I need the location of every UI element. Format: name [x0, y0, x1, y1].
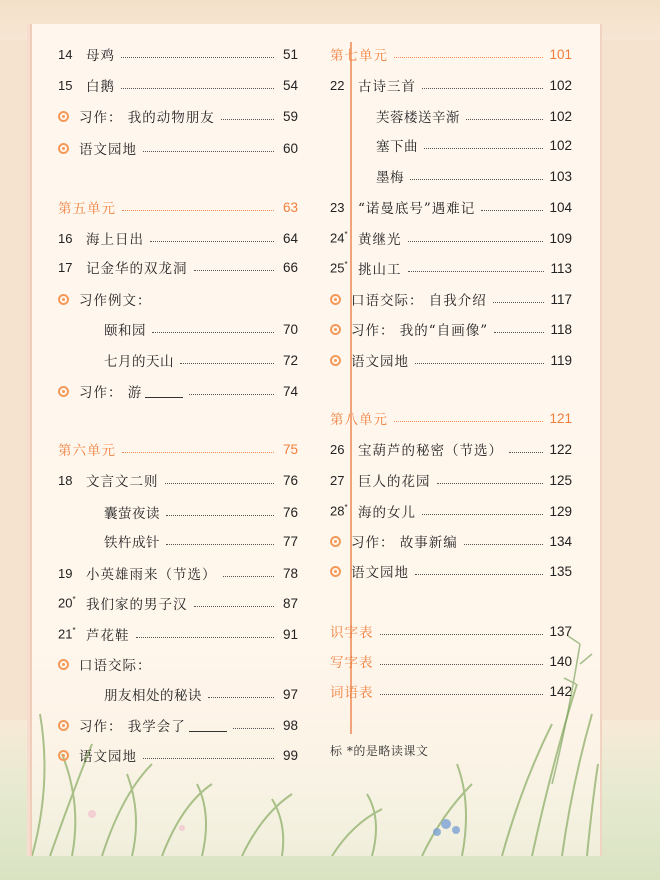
- toc-entry[interactable]: [58, 650, 298, 678]
- target-circle-icon: [58, 750, 69, 761]
- toc-entry[interactable]: [104, 346, 298, 374]
- toc-entry[interactable]: [58, 711, 298, 739]
- toc-entry[interactable]: [330, 71, 572, 99]
- page-number: 102: [549, 108, 572, 124]
- dot-leader: [424, 148, 543, 149]
- toc-entry-title: 古诗三首: [358, 79, 416, 95]
- dot-leader: [437, 483, 544, 484]
- page-number: 76: [282, 504, 298, 520]
- dot-leader: [166, 515, 274, 516]
- page-number: 134: [549, 533, 572, 549]
- dot-leader: [136, 637, 275, 638]
- dot-leader: [415, 574, 543, 575]
- lesson-number: 27: [330, 472, 345, 488]
- dot-leader: [223, 576, 275, 577]
- dot-leader: [143, 758, 274, 759]
- toc-entry[interactable]: [58, 589, 298, 617]
- toc-entry-title: 黄继光: [358, 232, 402, 248]
- toc-entry-title: 语文园地: [351, 354, 409, 370]
- dot-leader: [408, 241, 544, 242]
- toc-entry[interactable]: [330, 557, 572, 585]
- toc-entry[interactable]: [330, 285, 572, 313]
- page-number: 121: [549, 410, 572, 426]
- toc-entry-title: 巨人的花园: [358, 474, 431, 490]
- dot-leader: [394, 57, 543, 58]
- page-number: 109: [549, 230, 572, 246]
- target-circle-icon: [58, 386, 69, 397]
- dot-leader: [408, 271, 545, 272]
- lesson-number: 14: [58, 46, 73, 62]
- lesson-number: 28*: [330, 503, 348, 519]
- dot-leader: [415, 363, 544, 364]
- target-circle-icon: [330, 355, 341, 366]
- toc-page: [32, 24, 600, 856]
- page-number: 103: [549, 168, 572, 184]
- toc-entry[interactable]: [104, 498, 298, 526]
- target-circle-icon: [330, 294, 341, 305]
- toc-entry[interactable]: [58, 102, 298, 130]
- toc-entry-title: 习作： 游: [79, 385, 143, 401]
- toc-entry-title: 习作例文：: [79, 293, 152, 309]
- toc-entry-title: 第八单元: [330, 412, 388, 428]
- dot-leader: [493, 302, 545, 303]
- page-number: 77: [282, 533, 298, 549]
- toc-entry[interactable]: [104, 315, 298, 343]
- fill-in-blank-line: [145, 385, 183, 398]
- dot-leader: [509, 452, 543, 453]
- toc-entry-title: 挑山工: [358, 262, 402, 278]
- dot-leader: [189, 394, 274, 395]
- toc-entry-title: 母鸡: [86, 48, 115, 64]
- page-number: 125: [549, 472, 572, 488]
- toc-entry-title: 词语表: [330, 685, 374, 701]
- toc-entry[interactable]: [330, 315, 572, 343]
- page-number: 101: [549, 46, 572, 62]
- lesson-number: 17: [58, 259, 73, 275]
- dot-leader: [121, 57, 274, 58]
- dot-leader: [464, 544, 544, 545]
- dot-leader: [481, 210, 543, 211]
- toc-entry[interactable]: [58, 224, 298, 252]
- dot-leader: [494, 332, 544, 333]
- toc-entry-title: 七月的天山: [104, 354, 174, 370]
- dot-leader: [410, 179, 543, 180]
- target-circle-icon: [58, 720, 69, 731]
- toc-entry-title: 第七单元: [330, 48, 388, 64]
- page-number: 117: [550, 291, 572, 307]
- toc-entry-title: 语文园地: [79, 749, 137, 765]
- page-number: 104: [549, 199, 572, 215]
- page-number: 135: [549, 563, 572, 579]
- toc-entry[interactable]: [330, 497, 572, 525]
- dot-leader: [194, 270, 275, 271]
- toc-entry-title: 墨梅: [376, 170, 404, 186]
- dot-leader: [180, 363, 274, 364]
- toc-entry-title: 宝葫芦的秘密（节选）: [358, 443, 503, 459]
- toc-entry[interactable]: [58, 285, 298, 313]
- lesson-number: 23: [330, 199, 345, 215]
- page-number: 119: [550, 352, 572, 368]
- page-number: 97: [282, 686, 298, 702]
- toc-entry-title: 我们家的男子汉: [86, 597, 188, 613]
- page-number: 129: [549, 503, 572, 519]
- toc-entry-title: 习作： 我的“自画像”: [351, 323, 489, 339]
- toc-entry[interactable]: [58, 253, 298, 281]
- lesson-number: 18: [58, 472, 73, 488]
- lesson-number: 25*: [330, 260, 348, 276]
- lesson-number: 22: [330, 77, 345, 93]
- target-circle-icon: [330, 536, 341, 547]
- toc-entry[interactable]: [58, 620, 298, 648]
- page-number: 54: [282, 77, 298, 93]
- toc-entry-title: 第六单元: [58, 443, 116, 459]
- toc-entry-title: 小英雄雨来（节选）: [86, 567, 217, 583]
- toc-entry-title: 海的女儿: [358, 505, 416, 521]
- toc-entry-title: 芦花鞋: [86, 628, 130, 644]
- toc-entry-title: 芙蓉楼送辛渐: [376, 110, 460, 126]
- toc-unit-heading[interactable]: [58, 435, 298, 463]
- toc-entry-title: 语文园地: [351, 565, 409, 581]
- toc-unit-heading[interactable]: [58, 193, 298, 221]
- optional-reading-mark: *: [72, 595, 76, 605]
- dot-leader: [150, 241, 274, 242]
- toc-entry[interactable]: [330, 677, 572, 705]
- toc-entry[interactable]: [330, 647, 572, 675]
- toc-entry[interactable]: [330, 466, 572, 494]
- lesson-number: 15: [58, 77, 73, 93]
- toc-entry-title: 第五单元: [58, 201, 116, 217]
- toc-entry[interactable]: [58, 377, 298, 405]
- toc-entry[interactable]: [330, 346, 572, 374]
- toc-entry-title: 记金华的双龙洞: [86, 261, 188, 277]
- toc-entry[interactable]: [58, 559, 298, 587]
- toc-entry-title: 识字表: [330, 625, 374, 641]
- toc-entry[interactable]: [376, 102, 572, 130]
- toc-entry[interactable]: [58, 71, 298, 99]
- lesson-number: 19: [58, 565, 73, 581]
- page-number: 72: [282, 352, 298, 368]
- toc-entry[interactable]: [330, 254, 572, 282]
- page-number: 70: [282, 321, 298, 337]
- page-number: 102: [549, 77, 572, 93]
- dot-leader: [165, 483, 275, 484]
- dot-leader: [221, 119, 274, 120]
- toc-entry[interactable]: [330, 224, 572, 252]
- dot-leader: [166, 544, 274, 545]
- target-circle-icon: [58, 111, 69, 122]
- toc-entry-title: 习作： 故事新编: [351, 535, 458, 551]
- toc-entry-title: 习作： 我学会了: [79, 719, 186, 735]
- optional-reading-mark: *: [344, 260, 348, 270]
- toc-entry[interactable]: [58, 40, 298, 68]
- page-number: 91: [282, 626, 298, 642]
- dot-leader: [121, 88, 274, 89]
- lesson-number: 24*: [330, 230, 348, 246]
- dot-leader: [208, 697, 274, 698]
- dot-leader: [143, 151, 274, 152]
- dot-leader: [466, 119, 543, 120]
- optional-reading-mark: *: [344, 230, 348, 240]
- toc-entry-title: 写字表: [330, 655, 374, 671]
- toc-entry-title: 口语交际：: [79, 658, 152, 674]
- lesson-number: 16: [58, 230, 73, 246]
- dot-leader: [380, 694, 544, 695]
- page-number: 78: [282, 565, 298, 581]
- toc-entry[interactable]: [58, 134, 298, 162]
- toc-unit-heading[interactable]: [330, 40, 572, 68]
- optional-reading-mark: *: [344, 503, 348, 513]
- page-number: 63: [282, 199, 298, 215]
- page-number: 75: [282, 441, 298, 457]
- toc-unit-heading[interactable]: [330, 404, 572, 432]
- page-number: 60: [282, 140, 298, 156]
- toc-entry[interactable]: [58, 741, 298, 769]
- toc-entry[interactable]: [58, 466, 298, 494]
- page-number: 140: [549, 653, 572, 669]
- toc-entry-title: 铁杵成针: [104, 535, 160, 551]
- page-number: 122: [549, 441, 572, 457]
- target-circle-icon: [58, 294, 69, 305]
- footnote: 标 *的是略读课文: [330, 744, 429, 758]
- dot-leader: [380, 664, 544, 665]
- fill-in-blank-line: [189, 719, 227, 732]
- toc-entry[interactable]: [104, 527, 298, 555]
- target-circle-icon: [58, 143, 69, 154]
- page-number: 87: [282, 595, 298, 611]
- dot-leader: [152, 332, 274, 333]
- page-number: 99: [282, 747, 298, 763]
- page-number: 137: [549, 623, 572, 639]
- toc-entry-title: 朋友相处的秘诀: [104, 688, 202, 704]
- toc-entry[interactable]: [376, 131, 572, 159]
- toc-entry-title: “诺曼底号”遇难记: [358, 201, 476, 217]
- toc-entry-title: 文言文二则: [86, 474, 159, 490]
- page-number: 142: [549, 683, 572, 699]
- target-circle-icon: [58, 659, 69, 670]
- lesson-number: 20*: [58, 595, 76, 611]
- lesson-number: 26: [330, 441, 345, 457]
- toc-entry-title: 语文园地: [79, 142, 137, 158]
- dot-leader: [194, 606, 275, 607]
- toc-entry-title: 习作： 我的动物朋友: [79, 110, 215, 126]
- toc-entry-title: 白鹅: [86, 79, 115, 95]
- optional-reading-mark: *: [72, 626, 76, 636]
- dot-leader: [422, 88, 543, 89]
- dot-leader: [394, 421, 543, 422]
- page-number: 66: [282, 259, 298, 275]
- toc-entry[interactable]: [376, 162, 572, 190]
- toc-entry[interactable]: [104, 680, 298, 708]
- toc-entry-title: 颐和园: [104, 323, 146, 339]
- page-number: 98: [282, 717, 298, 733]
- toc-entry-title: 囊萤夜读: [104, 506, 160, 522]
- dot-leader: [233, 728, 274, 729]
- toc-entry[interactable]: [330, 435, 572, 463]
- page-number: 64: [282, 230, 298, 246]
- page-number: 113: [550, 260, 572, 276]
- toc-entry[interactable]: [330, 193, 572, 221]
- lesson-number: 21*: [58, 626, 76, 642]
- page-number: 51: [282, 46, 298, 62]
- toc-entry-title: 海上日出: [86, 232, 144, 248]
- toc-entry[interactable]: [330, 527, 572, 555]
- toc-entry[interactable]: [330, 617, 572, 645]
- dot-leader: [380, 634, 544, 635]
- toc-entry-title: 塞下曲: [376, 139, 418, 155]
- target-circle-icon: [330, 566, 341, 577]
- toc-entry-title: 口语交际： 自我介绍: [351, 293, 487, 309]
- page-number: 118: [550, 321, 572, 337]
- dot-leader: [122, 452, 274, 453]
- dot-leader: [422, 514, 543, 515]
- target-circle-icon: [330, 324, 341, 335]
- page-number: 74: [282, 383, 298, 399]
- page-number: 102: [549, 137, 572, 153]
- dot-leader: [122, 210, 274, 211]
- page-number: 76: [282, 472, 298, 488]
- page-number: 59: [282, 108, 298, 124]
